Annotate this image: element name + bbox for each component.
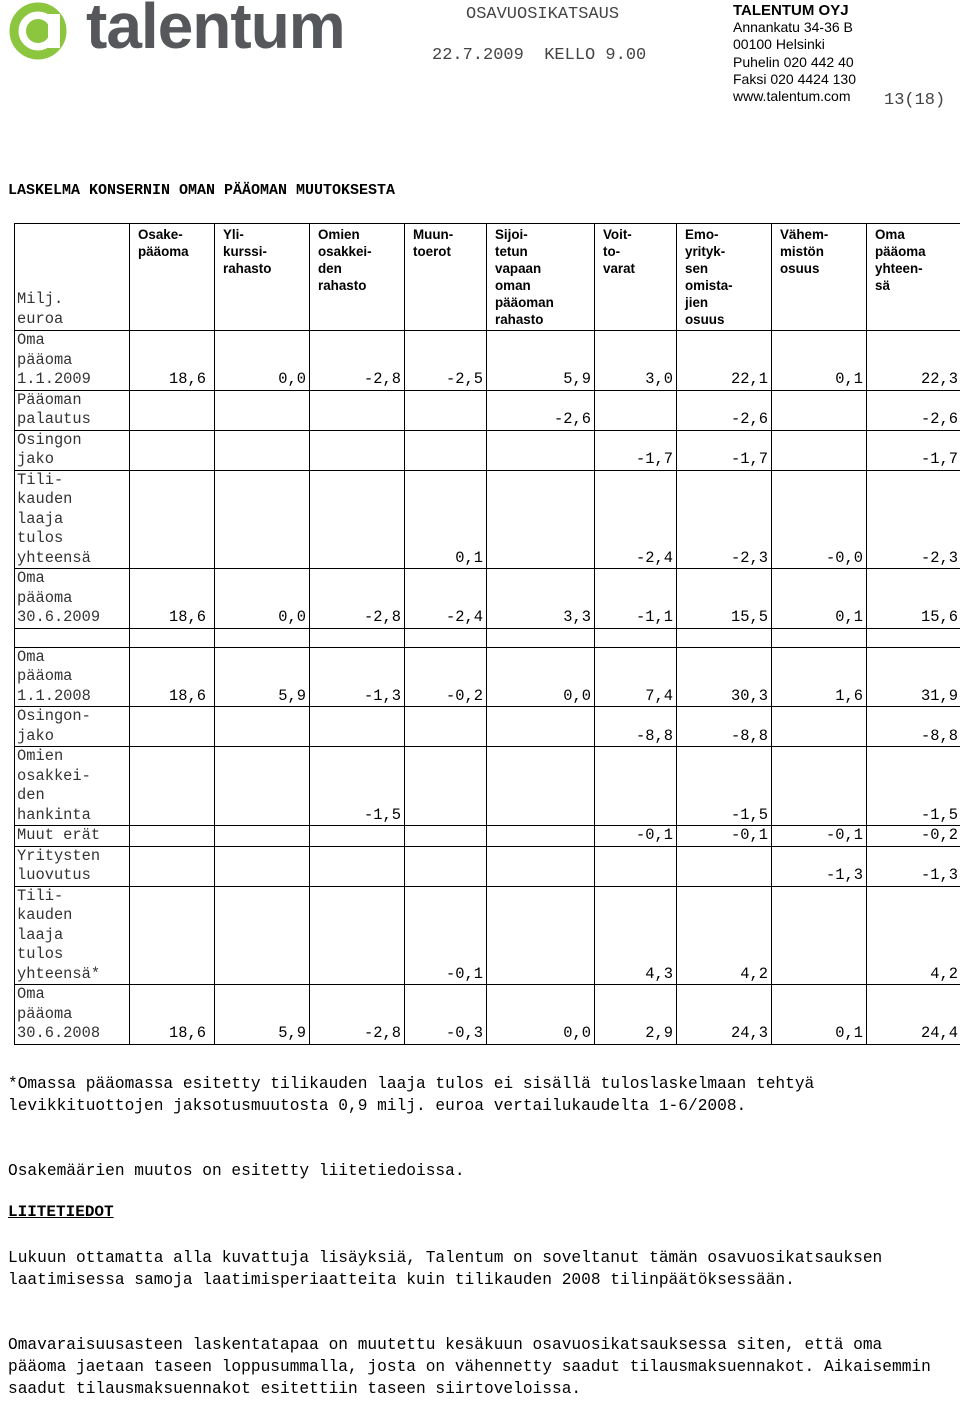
table-cell	[772, 886, 867, 985]
table-cell: -1,5	[867, 747, 960, 826]
table-cell: -8,8	[867, 707, 960, 747]
table-cell: -2,4	[405, 569, 487, 629]
table-cell	[130, 846, 215, 886]
table-cell	[772, 707, 867, 747]
share-count-note: Osakemäärien muutos on esitetty liitetiedoissa.	[8, 1162, 465, 1180]
table-cell	[310, 886, 405, 985]
table-cell	[215, 470, 310, 569]
table-cell: -1,5	[677, 747, 772, 826]
column-header: Muun- toerot	[405, 224, 487, 331]
row-label: Osingon jako	[15, 430, 130, 470]
company-street: Annankatu 34-36 B	[733, 19, 853, 36]
table-cell: -2,6	[487, 390, 595, 430]
table-cell	[677, 846, 772, 886]
table-row	[15, 886, 960, 985]
table-spacer	[15, 628, 960, 647]
table-cell: 0,0	[215, 569, 310, 629]
table-cell: -8,8	[677, 707, 772, 747]
company-info	[733, 2, 856, 105]
table-cell	[130, 470, 215, 569]
table-cell	[487, 430, 595, 470]
table-cell: 24,3	[677, 985, 772, 1045]
table-cell	[215, 707, 310, 747]
table-cell: -2,5	[405, 331, 487, 391]
table-cell: -0,2	[405, 647, 487, 707]
table-cell	[595, 846, 677, 886]
table-cell	[487, 470, 595, 569]
column-header: Emo- yrityk- sen omista- jien osuus	[677, 224, 772, 331]
row-label: Tili- kauden laaja tulos yhteensä	[15, 470, 130, 569]
table-cell: 0,1	[772, 569, 867, 629]
table-row	[15, 430, 960, 470]
table-cell	[310, 846, 405, 886]
table-cell: 15,6	[867, 569, 960, 629]
table-cell: -2,6	[867, 390, 960, 430]
table-cell: 4,2	[867, 886, 960, 985]
table-cell	[310, 390, 405, 430]
table-row	[15, 647, 960, 707]
table-cell: -2,6	[677, 390, 772, 430]
table-cell: -2,8	[310, 569, 405, 629]
table-cell	[595, 390, 677, 430]
table-cell	[487, 826, 595, 847]
table-cell	[310, 826, 405, 847]
table-cell: 0,0	[487, 985, 595, 1045]
table-cell	[772, 747, 867, 826]
table-row	[15, 569, 960, 629]
logo-wordmark: talentum	[86, 0, 345, 62]
column-header: Osake- pääoma	[130, 224, 215, 331]
table-cell: 0,0	[487, 647, 595, 707]
company-name: TALENTUM OYJ	[733, 2, 849, 19]
table-row	[15, 331, 960, 391]
table-row	[15, 985, 960, 1045]
table-cell: 18,6	[130, 569, 215, 629]
table-cell: -2,8	[310, 985, 405, 1045]
company-phone: Puhelin 020 442 40	[733, 53, 854, 70]
row-label: Yritysten luovutus	[15, 846, 130, 886]
table-cell: -1,7	[595, 430, 677, 470]
column-header: Oma pääoma yhteen- sä	[867, 224, 960, 331]
table-cell	[405, 430, 487, 470]
table-header-row	[15, 224, 960, 331]
table-cell	[130, 390, 215, 430]
table-cell	[405, 826, 487, 847]
table-cell: -2,3	[867, 470, 960, 569]
row-label: Muut erät	[15, 826, 130, 847]
table-cell: 18,6	[130, 985, 215, 1045]
row-label: Pääoman palautus	[15, 390, 130, 430]
table-row	[15, 846, 960, 886]
table-cell: -2,3	[677, 470, 772, 569]
unit-label: Milj. euroa	[15, 224, 130, 331]
table-cell: -0,0	[772, 470, 867, 569]
table-cell: 22,1	[677, 331, 772, 391]
table-cell	[310, 430, 405, 470]
paragraph-equity-ratio: Omavaraisuusasteen laskentatapaa on muutettu kesäkuun osavuosikatsauksessa siten, että oma pääoma jaetaan taseen loppusummalla, josta on vähennetty saadut tilausmaksuennakot. Aikaisemmin saadut tilausmaksuennakot esitettiin taseen siirtoveloissa.	[8, 1336, 931, 1398]
table-cell: 15,5	[677, 569, 772, 629]
company-logo	[8, 0, 358, 64]
column-header: Sijoi- tetun vapaan oman pääoman rahasto	[487, 224, 595, 331]
table-cell: -2,4	[595, 470, 677, 569]
table-cell: -1,7	[677, 430, 772, 470]
table-cell	[405, 707, 487, 747]
column-header: Vähem- mistön osuus	[772, 224, 867, 331]
table-cell	[405, 390, 487, 430]
table-cell: -2,8	[310, 331, 405, 391]
row-label: Oma pääoma 30.6.2009	[15, 569, 130, 629]
table-cell: 24,4	[867, 985, 960, 1045]
company-web[interactable]: www.talentum.com	[733, 88, 851, 105]
table-cell: 2,9	[595, 985, 677, 1045]
table-cell	[310, 470, 405, 569]
row-label: Omien osakkei- den hankinta	[15, 747, 130, 826]
table-cell	[487, 707, 595, 747]
table-cell: -1,7	[867, 430, 960, 470]
table-row	[15, 707, 960, 747]
table-cell: 3,0	[595, 331, 677, 391]
column-header: Yli- kurssi- rahasto	[215, 224, 310, 331]
table-cell: -0,1	[772, 826, 867, 847]
table-cell	[215, 826, 310, 847]
table-cell: -1,3	[310, 647, 405, 707]
table-row	[15, 390, 960, 430]
table-cell: -1,3	[772, 846, 867, 886]
table-cell: 0,1	[772, 985, 867, 1045]
row-label: Osingon- jako	[15, 707, 130, 747]
table-cell: 3,3	[487, 569, 595, 629]
table-cell: 4,2	[677, 886, 772, 985]
table-cell	[130, 430, 215, 470]
table-cell: 18,6	[130, 647, 215, 707]
table-cell: 0,1	[405, 470, 487, 569]
company-postal: 00100 Helsinki	[733, 36, 825, 53]
table-cell	[487, 886, 595, 985]
table-cell: -0,1	[677, 826, 772, 847]
table-cell: -8,8	[595, 707, 677, 747]
table-cell	[215, 846, 310, 886]
table-cell: -0,3	[405, 985, 487, 1045]
table-cell: 4,3	[595, 886, 677, 985]
table-cell	[215, 886, 310, 985]
table-cell: 22,3	[867, 331, 960, 391]
table-cell	[130, 747, 215, 826]
row-label: Oma pääoma 1.1.2009	[15, 331, 130, 391]
table-footnote: *Omassa pääomassa esitetty tilikauden laaja tulos ei sisällä tuloslaskelmaan tehtyä levikkituottojen jaksotusmuutosta 0,9 milj. euroa vertailukaudelta 1-6/2008.	[8, 1075, 815, 1115]
paragraph-accounting-policies: Lukuun ottamatta alla kuvattuja lisäyksiä, Talentum on soveltanut tämän osavuosikatsauksen laatimisessa samoja laatimisperiaatteita kuin tilikauden 2008 tilinpäätöksessään.	[8, 1249, 883, 1289]
table-cell: -1,3	[867, 846, 960, 886]
table-cell: 31,9	[867, 647, 960, 707]
logo-mark-icon	[8, 2, 84, 62]
table-cell: 1,6	[772, 647, 867, 707]
row-label: Tili- kauden laaja tulos yhteensä*	[15, 886, 130, 985]
table-cell	[595, 747, 677, 826]
table-cell: -1,5	[310, 747, 405, 826]
table-body-2009	[15, 331, 960, 629]
table-cell	[310, 707, 405, 747]
table-cell: -0,1	[595, 826, 677, 847]
table-cell	[487, 846, 595, 886]
column-header: Omien osakkei- den rahasto	[310, 224, 405, 331]
table-cell	[487, 747, 595, 826]
table-cell: -1,1	[595, 569, 677, 629]
table-cell: -0,1	[405, 886, 487, 985]
table-cell: 5,9	[215, 647, 310, 707]
table-cell	[130, 826, 215, 847]
report-type: OSAVUOSIKATSAUS	[466, 5, 620, 24]
table-row	[15, 747, 960, 826]
table-body-2008	[15, 647, 960, 1044]
table-cell: -0,2	[867, 826, 960, 847]
table-row	[15, 826, 960, 847]
company-fax: Faksi 020 4424 130	[733, 70, 856, 87]
row-label: Oma pääoma 1.1.2008	[15, 647, 130, 707]
row-label: Oma pääoma 30.6.2008	[15, 985, 130, 1045]
table-cell: 0,0	[215, 331, 310, 391]
table-cell	[130, 886, 215, 985]
table-cell: 5,9	[487, 331, 595, 391]
table-cell: 30,3	[677, 647, 772, 707]
column-header: Voit- to- varat	[595, 224, 677, 331]
table-cell	[772, 430, 867, 470]
page-title: LASKELMA KONSERNIN OMAN PÄÄOMAN MUUTOKSESTA	[8, 182, 396, 199]
table-cell	[130, 707, 215, 747]
table-cell: 5,9	[215, 985, 310, 1045]
table-cell: 7,4	[595, 647, 677, 707]
section-title: LIITETIEDOT	[8, 1203, 114, 1221]
table-cell	[405, 747, 487, 826]
table-cell	[215, 747, 310, 826]
table-row	[15, 470, 960, 569]
equity-changes-table	[14, 223, 960, 1045]
table-cell: 0,1	[772, 331, 867, 391]
table-cell	[405, 846, 487, 886]
page-number: 13(18)	[884, 91, 946, 110]
table-cell: 18,6	[130, 331, 215, 391]
table-cell	[772, 390, 867, 430]
table-cell	[215, 390, 310, 430]
table-cell	[215, 430, 310, 470]
report-datetime: 22.7.2009 KELLO 9.00	[432, 46, 647, 65]
